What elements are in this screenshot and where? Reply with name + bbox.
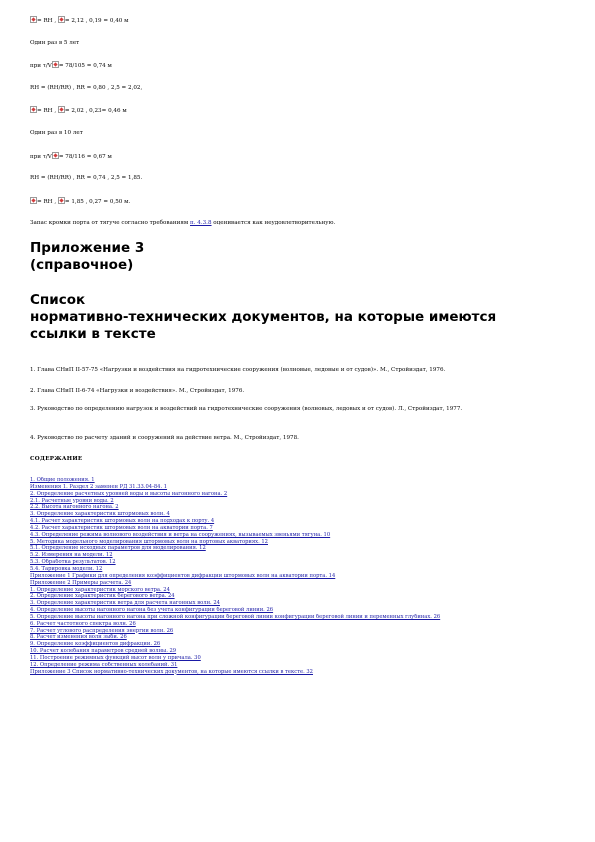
toc-item — [30, 648, 570, 655]
toc-item — [30, 614, 570, 621]
formula-text: = 78/116 = 0,67 м — [58, 153, 112, 160]
formula-text: = RH , — [37, 198, 57, 205]
formula-line — [30, 130, 570, 137]
toc-item — [30, 518, 570, 525]
toc-link[interactable]: 5.3. Обработка результатов. 12 — [30, 559, 116, 566]
toc-link[interactable]: 8. Расчет изменения волн зыби. 26 — [30, 634, 127, 641]
toc-item — [30, 580, 570, 587]
toc-item — [30, 662, 570, 669]
formula-line — [30, 16, 570, 25]
list-heading-line: Список — [30, 292, 86, 308]
appendix-heading-subline: (справочное) — [30, 257, 134, 273]
toc-item — [30, 498, 570, 505]
appendix-heading-line: Приложение 3 — [30, 240, 145, 256]
formula-text: = RH , — [37, 108, 57, 115]
formula-text: RH = (RH/RR) , RR = 0,74 , 2,5 = 1,85. — [30, 175, 143, 182]
formula-line — [30, 106, 570, 115]
toc-link[interactable]: 4.1. Расчет характеристик штормовых волн на подходах к порту. 4 — [30, 518, 215, 525]
reference-item: 1. Глава СНиП II-57-75 «Нагрузки и воздействия на гидротехнические сооружения (волновые, ледовые и от судов)». М., Стройиздат, 1976. — [30, 367, 446, 373]
reference-list-heading — [30, 292, 570, 343]
table-of-contents — [30, 477, 570, 675]
formula-text: = 78/105 = 0,74 м — [58, 63, 112, 70]
broken-image-icon — [52, 152, 59, 159]
formula-line — [30, 85, 570, 92]
formula-line — [30, 40, 570, 47]
toc-link[interactable]: 1. Общие положения. 1 — [30, 477, 95, 483]
toc-item — [30, 607, 570, 614]
formula-text: = RH , — [37, 18, 57, 24]
broken-image-icon — [30, 106, 37, 113]
toc-item — [30, 600, 570, 607]
toc-title: СОДЕРЖАНИЕ — [30, 456, 83, 462]
formula-line — [30, 197, 570, 206]
toc-link[interactable]: 2.2. Высота нагонного нагона. 2 — [30, 504, 119, 511]
toc-item — [30, 559, 570, 566]
clause-link[interactable]: п. 4.3.8 — [190, 220, 212, 227]
formula-text: RH = (RH/RR) , RR = 0,80 , 2,5 = 2,02, — [30, 84, 143, 91]
toc-item — [30, 525, 570, 532]
reference-item: 4. Руководство по расчету зданий и сооружений на действие ветра. М., Стройиздат, 1978. — [30, 435, 299, 441]
toc-link[interactable]: Приложение 2 Примеры расчета. 24 — [30, 579, 132, 586]
toc-item — [30, 477, 570, 484]
toc-item — [30, 511, 570, 518]
list-heading-line: ссылки в тексте — [30, 326, 156, 342]
reference-item: 3. Руководство по определению нагрузок и воздействий на гидротехнические сооружения (волновых, ледовых и от судов). Л., Стройиздат, 1977. — [30, 406, 463, 412]
toc-link[interactable]: Изменения 1. Раздел 2 заменен РД 31.33.04-84. 1 — [30, 483, 168, 490]
broken-image-icon — [52, 61, 59, 68]
toc-link[interactable]: 1. Определение характеристик морского ветра. 24 — [30, 586, 170, 593]
toc-link[interactable]: 5.2. Измерения на модели. 12 — [30, 552, 113, 559]
toc-link[interactable]: 6. Расчет частотного спектра волн. 26 — [30, 620, 136, 627]
broken-image-icon — [30, 16, 37, 23]
formula-line — [30, 152, 570, 161]
toc-link[interactable]: Приложение 3 Список нормативно-технических документов, на которые имеются ссылки в тексте. 32 — [30, 668, 313, 675]
toc-item — [30, 484, 570, 491]
toc-link[interactable]: 3. Определение характеристик штормовых волн. 4 — [30, 511, 170, 518]
conclusion-text: Запас кромки порта от тягуче согласно требованиям — [30, 220, 190, 227]
conclusion-text: оценивается как неудовлетворительную. — [211, 220, 336, 227]
toc-item — [30, 621, 570, 628]
toc-item — [30, 539, 570, 546]
toc-link[interactable]: 2. Определение расчетных уровней воды и высоты нагонного нагона. 2 — [30, 490, 228, 497]
toc-link[interactable]: 4.3. Определение режима волнового воздействия и ветра на сооружениях, вызываемых звеньями тягуна. 10 — [30, 531, 331, 538]
toc-item — [30, 669, 570, 676]
broken-image-icon — [58, 16, 65, 23]
toc-item — [30, 532, 570, 539]
broken-image-icon — [58, 106, 65, 113]
formula-text: Один раз в 5 лет — [30, 39, 80, 46]
toc-item — [30, 491, 570, 498]
toc-link[interactable]: 5.1. Определение исходных параметров для моделирования. 12 — [30, 545, 206, 552]
toc-link[interactable]: 9. Определение коэффициентов дифракции. 26 — [30, 641, 161, 648]
toc-item — [30, 655, 570, 662]
toc-item — [30, 504, 570, 511]
toc-link[interactable]: 2.1. Расчетные уровни воды. 2 — [30, 497, 114, 504]
toc-item — [30, 634, 570, 641]
toc-link[interactable]: Приложение 1 Графики для определения коэффициентов дифракции штормовых волн на акватории порта. 14 — [30, 572, 336, 579]
toc-link[interactable]: 10. Расчет колебания параметров средней волны. 29 — [30, 648, 177, 655]
broken-image-icon — [58, 197, 65, 204]
formula-text: при τ/V — [30, 153, 52, 160]
toc-link[interactable]: 4.2. Расчет характеристик штормовых волн на акватории порта. 7 — [30, 524, 213, 531]
reference-item: 2. Глава СНиП II-6-74 «Нагрузки и воздействия». М., Стройиздат, 1976. — [30, 388, 245, 394]
toc-link[interactable]: 5.4. Тарировка модели. 12 — [30, 565, 103, 572]
formula-text: Один раз в 10 лет — [30, 129, 83, 136]
toc-item — [30, 641, 570, 648]
formula-text: = 2,12 , 0,19 = 0,40 м — [64, 18, 129, 24]
toc-link[interactable]: 11. Построение режимных функций высот волн у причала. 30 — [30, 654, 201, 661]
toc-link[interactable]: 12. Определение режима собственных колебаний. 31 — [30, 661, 178, 668]
formula-block — [30, 16, 570, 242]
toc-item — [30, 573, 570, 580]
appendix-heading — [30, 240, 144, 274]
conclusion-paragraph — [30, 220, 570, 227]
formula-text: = 2,02 , 0,23= 0,46 м — [64, 108, 127, 115]
toc-link[interactable]: 4. Определение высоты нагонного нагона без учета конфигурации береговой линии. 26 — [30, 607, 274, 614]
toc-item — [30, 628, 570, 635]
toc-item — [30, 593, 570, 600]
broken-image-icon — [30, 197, 37, 204]
toc-link[interactable]: 5. Методика модельного моделирования штормовых волн на портовых акваториях. 12 — [30, 538, 268, 545]
toc-link[interactable]: 2. Определение характеристик берегового ветра. 24 — [30, 593, 175, 600]
formula-text: при τ/V — [30, 63, 52, 70]
toc-item — [30, 545, 570, 552]
toc-link[interactable]: 3. Определение характеристик ветра для расчета нагонных волн. 24 — [30, 600, 220, 607]
formula-text: = 1,85 , 0,27 = 0,50 м. — [64, 198, 131, 205]
toc-link[interactable]: 7. Расчет углового распределения энергии волн. 26 — [30, 627, 174, 634]
toc-item — [30, 587, 570, 594]
formula-line — [30, 61, 570, 70]
toc-link[interactable]: 5. Определение высоты нагонного нагона при сложной конфигурации береговой линии конфигурации береговой линии и переменных глубинах. 26 — [30, 613, 441, 620]
toc-item — [30, 566, 570, 573]
list-heading-line: нормативно-технических документов, на которые имеются — [30, 309, 497, 325]
toc-item — [30, 552, 570, 559]
formula-line — [30, 175, 570, 182]
